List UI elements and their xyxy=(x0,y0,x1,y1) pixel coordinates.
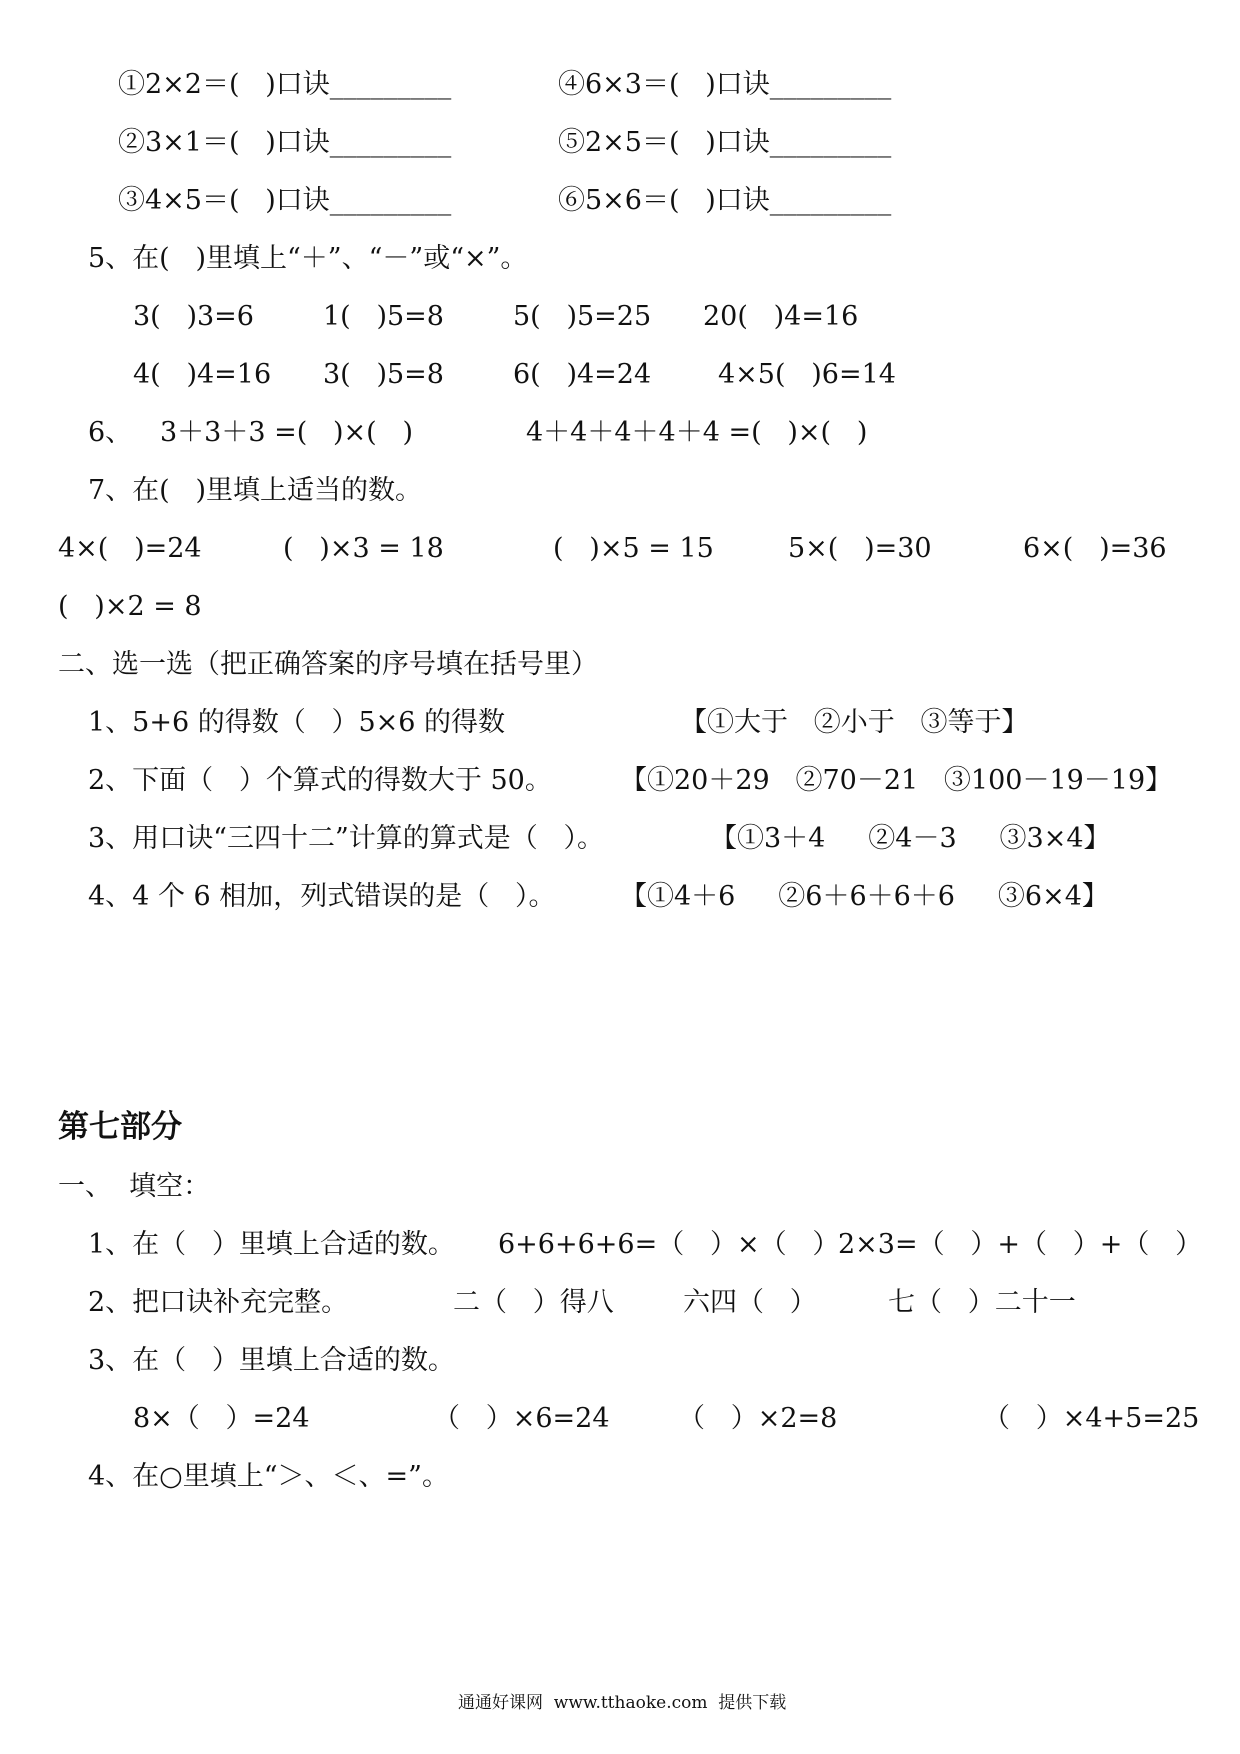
fill-q1-stem: 1、在（ ）里填上合适的数。 xyxy=(88,1229,455,1260)
q7-item: 5×( )=30 xyxy=(788,533,932,564)
q6-expression-a: 3＋3＋3 =( )×( ) xyxy=(160,417,413,448)
q5-item: 20( )4=16 xyxy=(703,301,859,332)
part2-heading: 二、选一选（把正确答案的序号填在括号里） xyxy=(58,649,598,680)
fill-q1-expression-b: 2×3=（ ）+（ ）+（ ） xyxy=(838,1229,1203,1260)
section-title: 第七部分 xyxy=(58,1109,182,1145)
q7-title: 7、在( )里填上适当的数。 xyxy=(88,475,422,506)
fill-q3-item: （ ）×4+5=25 xyxy=(983,1403,1200,1434)
fill-q1-expression-a: 6+6+6+6=（ ）×（ ） xyxy=(498,1229,840,1260)
q6-expression-b: 4＋4＋4＋4＋4 =( )×( ) xyxy=(526,417,868,448)
q5-item: 1( )5=8 xyxy=(323,301,444,332)
q5-item: 4( )4=16 xyxy=(133,359,272,390)
choice-q2-options: 【①20＋29 ②70－21 ③100－19－19】 xyxy=(620,765,1173,796)
fill-q2-item: 七（ ）二十一 xyxy=(888,1287,1076,1318)
choice-q2-stem: 2、下面（ ）个算式的得数大于 50。 xyxy=(88,765,552,796)
q6-number: 6、 xyxy=(88,417,133,448)
fill-q3-item: （ ）×2=8 xyxy=(678,1403,838,1434)
fill-q3-item: 8×（ ）=24 xyxy=(133,1403,310,1434)
koujue-item-3: ③4×5＝( )口诀_________ xyxy=(118,185,452,216)
q5-item: 3( )5=8 xyxy=(323,359,444,390)
choice-q3-options: 【①3＋4 ②4－3 ③3×4】 xyxy=(710,823,1111,854)
koujue-item-5: ⑤2×5＝( )口诀_________ xyxy=(558,127,892,158)
choice-q4-stem: 4、4 个 6 相加，列式错误的是（ ）。 xyxy=(88,881,556,912)
koujue-item-2: ②3×1＝( )口诀_________ xyxy=(118,127,452,158)
fill-q2-item: 二（ ）得八 xyxy=(453,1287,614,1318)
q5-item: 6( )4=24 xyxy=(513,359,652,390)
fill-q2-item: 六四（ ） xyxy=(683,1287,817,1318)
choice-q4-options: 【①4＋6 ②6＋6＋6＋6 ③6×4】 xyxy=(620,881,1109,912)
q7-item: ( )×3 = 18 xyxy=(283,533,444,564)
koujue-item-6: ⑥5×6＝( )口诀_________ xyxy=(558,185,892,216)
q7-item: ( )×2 = 8 xyxy=(58,591,202,622)
q7-item: 6×( )=36 xyxy=(1023,533,1167,564)
q5-item: 3( )3=6 xyxy=(133,301,254,332)
page-footer: 通通好课网 www.tthaoke.com 提供下载 xyxy=(458,1693,787,1713)
choice-q3-stem: 3、用口诀“三四十二”计算的算式是（ ）。 xyxy=(88,823,605,854)
q7-item: ( )×5 = 15 xyxy=(553,533,714,564)
fill-q3-item: （ ）×6=24 xyxy=(433,1403,610,1434)
q5-title: 5、在( )里填上“＋”、“－”或“×”。 xyxy=(88,243,528,274)
fill-q2-stem: 2、把口诀补充完整。 xyxy=(88,1287,349,1318)
koujue-item-4: ④6×3＝( )口诀_________ xyxy=(558,69,892,100)
fill-q4-stem: 4、在○里填上“＞、＜、=”。 xyxy=(88,1461,449,1492)
choice-q1-stem: 1、5+6 的得数（ ）5×6 的得数 xyxy=(88,707,506,738)
fill-q3-stem: 3、在（ ）里填上合适的数。 xyxy=(88,1345,455,1376)
q5-item: 4×5( )6=14 xyxy=(718,359,896,390)
koujue-item-1: ①2×2＝( )口诀_________ xyxy=(118,69,452,100)
choice-q1-options: 【①大于 ②小于 ③等于】 xyxy=(680,707,1029,738)
q7-item: 4×( )=24 xyxy=(58,533,202,564)
part1-heading: 一、 填空： xyxy=(58,1171,211,1202)
q5-item: 5( )5=25 xyxy=(513,301,652,332)
